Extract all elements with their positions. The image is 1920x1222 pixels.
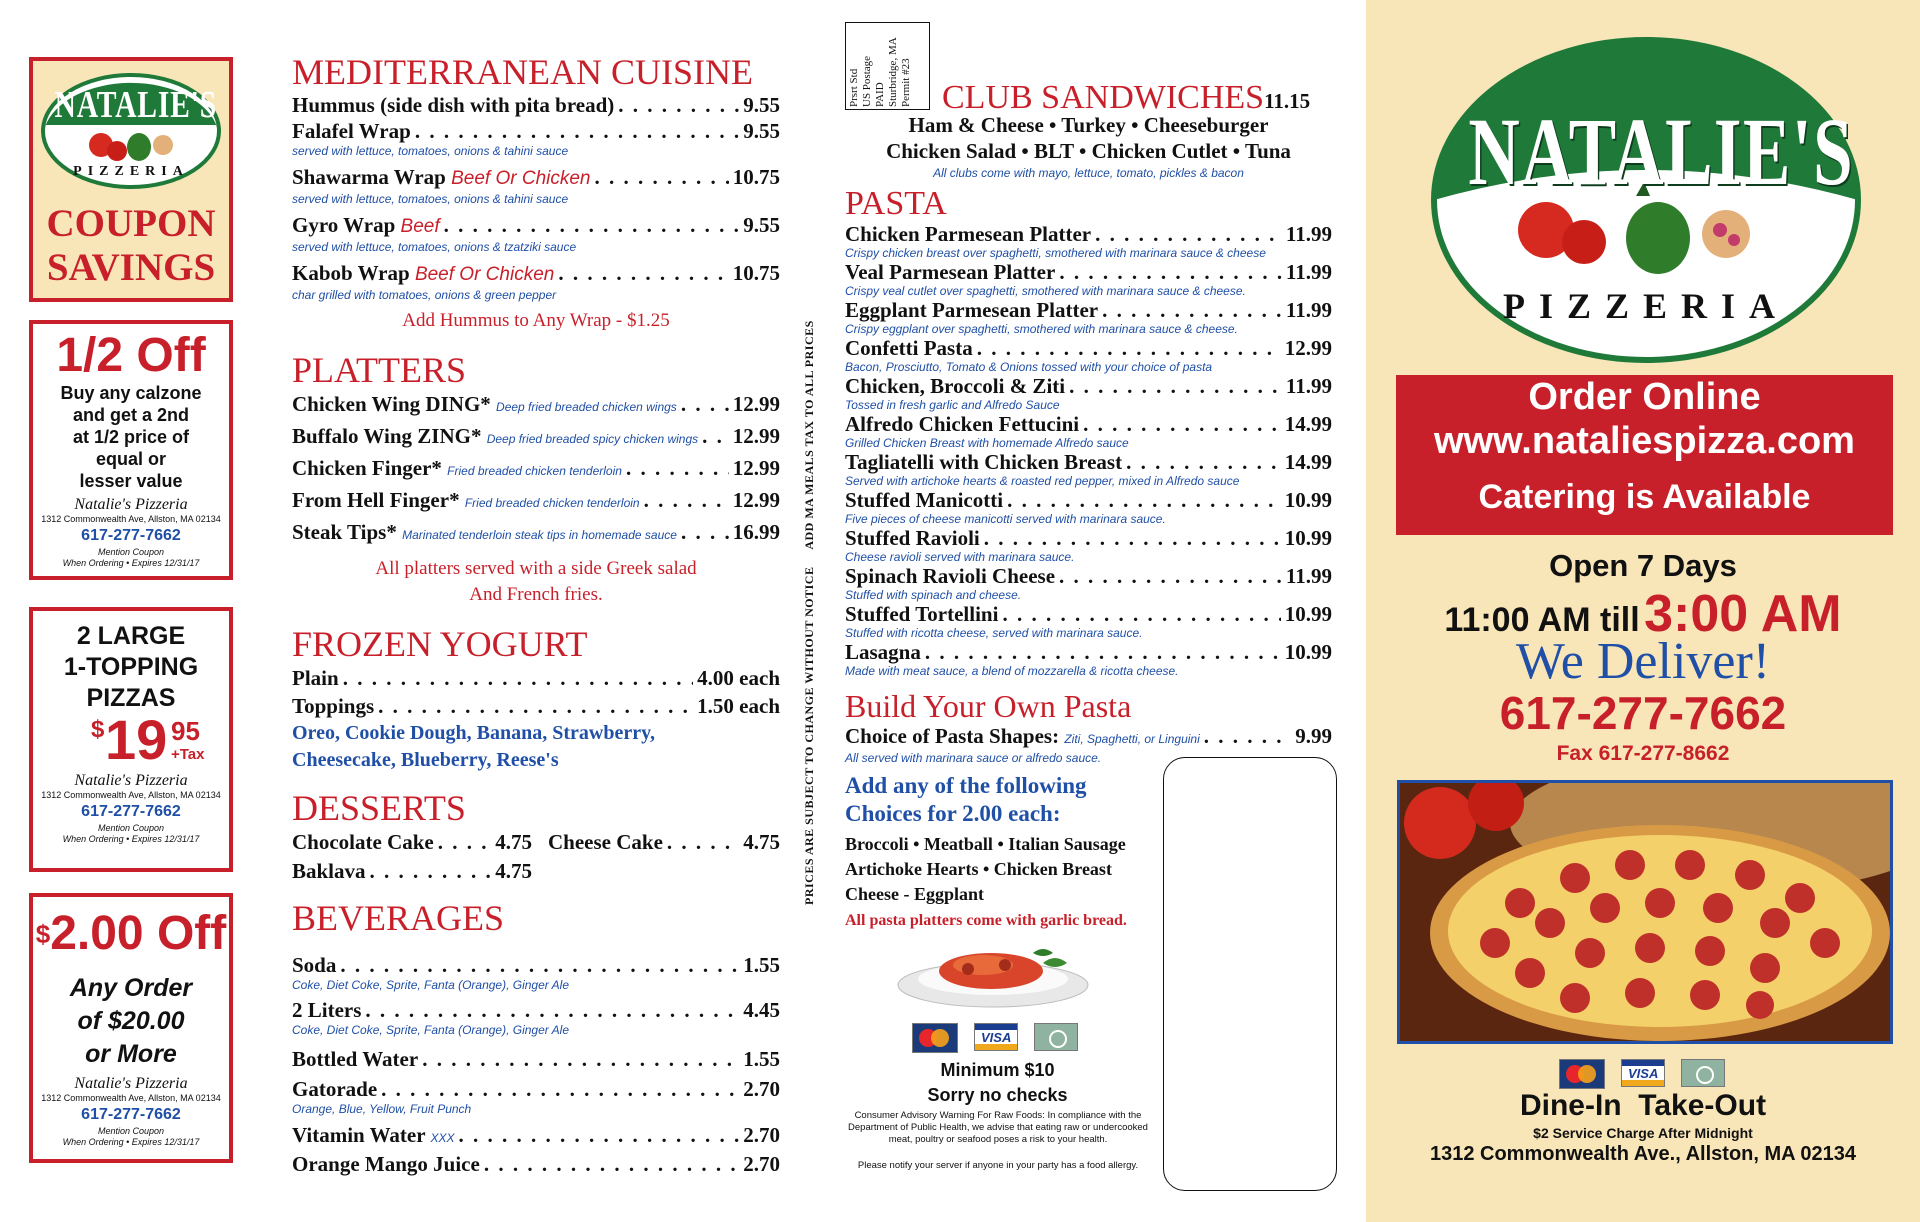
coupon-header-box <box>29 57 233 302</box>
coupon-expiry: When Ordering • Expires 12/31/17 <box>62 1137 200 1147</box>
section-heading-beverages: BEVERAGES <box>292 898 505 938</box>
menu-item: Gatorade . . . 2.70 <box>292 1076 780 1102</box>
consumer-advisory: Consumer Advisory Warning For Raw Foods: In compliance with the Department of Public Health, we advise that eating raw or undercooked meat, poultry or seafood poses a risk to your health. <box>848 1110 1148 1145</box>
coupon2-line: 2 LARGE <box>76 622 186 650</box>
item-description: Served with artichoke hearts & roasted red pepper, mixed in Alfredo sauce <box>845 474 1240 488</box>
menu-item: Chicken, Broccoli & Ziti . . . 11.99 <box>845 374 1332 398</box>
coupon-expiry: When Ordering • Expires 12/31/17 <box>62 558 200 568</box>
coupon-expiry: When Ordering • Expires 12/31/17 <box>62 834 200 844</box>
section-heading-frozen-yogurt: FROZEN YOGURT <box>292 624 588 664</box>
payment-cards-right <box>1559 1059 1725 1089</box>
mastercard-icon <box>912 1023 958 1053</box>
pizza-image <box>1397 780 1893 1044</box>
item-description: Crispy eggplant over spaghetti, smothered with marinara sauce & cheese. <box>845 322 1238 336</box>
item-description: served with lettuce, tomatoes, onions & tahini sauce <box>292 192 569 206</box>
pizza-illustration <box>1400 783 1890 1041</box>
logo-small-sub: PIZZERIA <box>73 164 189 179</box>
coupon1-line: at 1/2 price of <box>72 427 190 447</box>
garlic-bread-note: All pasta platters come with garlic bread. <box>845 912 1127 929</box>
menu-item: Plain . . . 4.00 each <box>292 664 780 692</box>
menu-item: Stuffed Manicotti . . . 10.99 <box>845 488 1332 512</box>
item-description: Made with meat sauce, a blend of mozzarella & ricotta cheese. <box>845 664 1179 678</box>
vertical-price-notice: PRICES ARE SUBJECT TO CHANGE WITHOUT NOTICE ADD MA MEALS TAX TO ALL PRICES <box>802 320 816 905</box>
service-charge: $2 Service Charge After Midnight <box>1533 1125 1753 1141</box>
menu-column-left <box>292 52 780 1177</box>
pasta-add-ons <box>845 772 1165 933</box>
platters-note: And French fries. <box>469 584 603 605</box>
open-days: Open 7 Days <box>1549 548 1737 583</box>
coupon2-price <box>33 708 229 772</box>
item-description: Crispy chicken breast over spaghetti, smothered with marinara sauce & cheese <box>845 246 1266 260</box>
menu-item: Bottled Water . . . 1.55 <box>292 1046 780 1072</box>
coupon1-line: lesser value <box>79 471 183 491</box>
menu-item: Stuffed Tortellini . . . 10.99 <box>845 602 1332 626</box>
item-description: All served with marinara sauce or alfredo sauce. <box>845 751 1102 765</box>
coupon-savings-1: COUPON <box>46 202 216 245</box>
logo-small-name: NATALIE'S <box>54 84 217 126</box>
item-description: Stuffed with ricotta cheese, served with marinara sauce. <box>845 626 1143 640</box>
postage-line: US Postage <box>861 55 873 107</box>
item-description: Bacon, Prosciutto, Tomato & Onions tossed with your choice of pasta <box>845 360 1213 374</box>
visa-icon: VISA <box>974 1023 1018 1051</box>
coupon2-price-cents: 95 <box>171 716 200 746</box>
coupon-phone: 617-277-7662 <box>81 803 181 820</box>
menu-item: Falafel Wrap . . . 9.55 <box>292 118 780 144</box>
amex-icon <box>1034 1023 1078 1051</box>
fax-number: Fax 617-277-8662 <box>1556 742 1730 765</box>
dine-in-take-out: Dine-In Take-Out <box>1519 1089 1767 1122</box>
coupon-address: 1312 Commonwealth Ave, Allston, MA 02134 <box>41 1093 221 1103</box>
menu-item: Shawarma Wrap Beef Or Chicken . . . 10.75 <box>292 164 780 192</box>
coupon2-price-main: 19 <box>105 708 168 771</box>
club-price: 11.15 <box>1264 89 1311 113</box>
mastercard-icon <box>1559 1059 1605 1089</box>
club-description: All clubs come with mayo, lettuce, tomato, pickles & bacon <box>933 166 1244 180</box>
club-options: Ham & Cheese • Turkey • Cheeseburger <box>908 113 1269 137</box>
section-heading-build-pasta: Build Your Own Pasta <box>845 688 1132 724</box>
item-description: Five pieces of cheese manicotti served with marinara sauce. <box>845 512 1166 526</box>
coupon3-title <box>33 907 229 972</box>
restaurant-address: 1312 Commonwealth Ave., Allston, MA 02134 <box>1429 1143 1857 1165</box>
section-heading-desserts: DESSERTS <box>292 788 466 828</box>
website-link[interactable]: www.nataliespizza.com <box>1434 420 1855 462</box>
item-description: served with lettuce, tomatoes, onions & tahini sauce <box>292 144 569 158</box>
item-description: char grilled with tomatoes, onions & green pepper <box>292 288 557 302</box>
coupon-business: Natalie's Pizzeria <box>74 496 188 513</box>
item-description: Tossed in fresh garlic and Alfredo Sauce <box>845 398 1060 412</box>
postage-line: Sturbridge, MA <box>887 37 899 107</box>
menu-item: Chicken Wing DING* Deep fried breaded chicken wings . . . 12.99 <box>292 390 780 422</box>
hours-open: 11:00 AM till <box>1444 601 1640 639</box>
section-heading-platters: PLATTERS <box>292 350 467 390</box>
coupon3-line: Any Order <box>69 974 193 1002</box>
menu-item: Stuffed Ravioli . . . 10.99 <box>845 526 1332 550</box>
menu-item: Eggplant Parmesean Platter . . . 11.99 <box>845 298 1332 322</box>
coupon1-line: Buy any calzone <box>60 383 202 403</box>
coupon-note: Mention Coupon <box>97 1126 165 1136</box>
coupon-phone: 617-277-7662 <box>81 1106 181 1123</box>
menu-item: Choice of Pasta Shapes: Ziti, Spaghetti, or Linguini . . . 9.99 <box>845 724 1332 751</box>
logo-large-sub: PIZZERIA <box>1502 286 1790 326</box>
postage-indicia <box>845 22 930 110</box>
blank-box <box>1163 757 1337 1191</box>
menu-item: Orange Mango Juice . . . 2.70 <box>292 1151 780 1177</box>
postage-line: Permit #23 <box>900 58 912 107</box>
item-description: Stuffed with spinach and cheese. <box>845 588 1022 602</box>
coupon2-dollar: $ <box>91 716 105 743</box>
coupon2-tax: +Tax <box>171 746 205 763</box>
pasta-dish-image <box>893 935 1103 1015</box>
add-on-options: Cheese - Eggplant <box>845 884 984 904</box>
menu-item: Toppings . . . 1.50 each <box>292 692 780 720</box>
order-online-label: Order Online <box>1528 376 1761 418</box>
menu-item: Lasagna . . . 10.99 <box>845 640 1332 664</box>
menu-item: Baklava . . . 4.75 <box>292 857 532 886</box>
menu-item: 2 Liters . . . 4.45 <box>292 997 780 1023</box>
coupon3-title-text: 2.00 Off <box>50 907 227 960</box>
menu-item: Veal Parmesean Platter . . . 11.99 <box>845 260 1332 284</box>
menu-item: Steak Tips* Marinated tenderloin steak tips in homemade sauce . . . 16.99 <box>292 518 780 550</box>
coupon3-line: or More <box>85 1040 177 1068</box>
menu-item: Buffalo Wing ZING* Deep fried breaded spicy chicken wings . . . 12.99 <box>292 422 780 454</box>
coupon-address: 1312 Commonwealth Ave, Allston, MA 02134 <box>41 514 221 524</box>
yogurt-flavors: Cheesecake, Blueberry, Reese's <box>292 749 559 771</box>
menu-item: Spinach Ravioli Cheese . . . 11.99 <box>845 564 1332 588</box>
no-checks: Sorry no checks <box>927 1085 1068 1105</box>
platters-note: All platters served with a side Greek salad <box>375 558 697 579</box>
coupon-business: Natalie's Pizzeria <box>74 772 188 789</box>
coupon-phone: 617-277-7662 <box>81 527 181 544</box>
add-ons-heading: Choices for 2.00 each: <box>845 801 1061 826</box>
item-description: Crispy veal cutlet over spaghetti, smothered with marinara sauce & cheese. <box>845 284 1246 298</box>
we-deliver: We Deliver! <box>1515 633 1771 690</box>
item-description: Coke, Diet Coke, Sprite, Fanta (Orange), Ginger Ale <box>292 1023 570 1037</box>
menu-item: From Hell Finger* Fried breaded chicken tenderloin . . . 12.99 <box>292 486 780 518</box>
logo-large-name: NATALIE'S <box>1468 98 1855 205</box>
hours-close: 3:00 AM <box>1644 585 1842 643</box>
menu-item: Tagliatelli with Chicken Breast . . . 14.99 <box>845 450 1332 474</box>
section-heading-pasta: PASTA <box>845 185 947 222</box>
allergy-note: Please notify your server if anyone in your party has a food allergy. <box>857 1160 1139 1171</box>
postage-line: PAID <box>874 82 886 107</box>
item-description: Coke, Diet Coke, Sprite, Fanta (Orange), Ginger Ale <box>292 978 570 992</box>
coupon-two-dollars-off[interactable] <box>29 893 233 1163</box>
item-description: Grilled Chicken Breast with homemade Alfredo sauce <box>845 436 1129 450</box>
add-on-options: Broccoli • Meatball • Italian Sausage <box>845 834 1126 854</box>
section-heading-mediterranean: MEDITERRANEAN CUISINE <box>292 52 753 92</box>
coupon-address: 1312 Commonwealth Ave, Allston, MA 02134 <box>41 790 221 800</box>
coupon-note: Mention Coupon <box>97 547 165 557</box>
minimum-order: Minimum $10 <box>940 1060 1055 1080</box>
coupon-half-off-calzone[interactable] <box>29 320 233 580</box>
coupon3-line: of $20.00 <box>77 1007 185 1035</box>
menu-item: Cheese Cake . . . 4.75 <box>548 828 780 857</box>
order-online-banner[interactable] <box>1396 375 1893 535</box>
amex-icon <box>1681 1059 1725 1087</box>
coupon2-line: 1-TOPPING <box>63 653 199 681</box>
menu-item: Hummus (side dish with pita bread) . . . 9.55 <box>292 92 780 118</box>
menu-item: Confetti Pasta . . . 12.99 <box>845 336 1332 360</box>
item-description: Cheese ravioli served with marinara sauce. <box>845 550 1075 564</box>
payment-cards-middle <box>912 1023 1078 1053</box>
hummus-note: Add Hummus to Any Wrap - $1.25 <box>402 310 670 331</box>
phone-number[interactable]: 617-277-7662 <box>1499 687 1787 739</box>
coupon1-line: equal or <box>95 449 166 469</box>
coupon1-title: 1/2 Off <box>56 329 206 382</box>
postage-line: Prsrt Std <box>848 68 860 107</box>
add-ons-heading: Add any of the following <box>845 773 1087 798</box>
menu-item: Vitamin Water XXX . . . 2.70 <box>292 1122 780 1151</box>
menu-item: Gyro Wrap Beef . . . 9.55 <box>292 212 780 240</box>
club-options: Chicken Salad • BLT • Chicken Cutlet • Tuna <box>886 139 1291 163</box>
menu-item: Chicken Finger* Fried breaded chicken tenderloin . . . 12.99 <box>292 454 780 486</box>
item-description: served with lettuce, tomatoes, onions & tzatziki sauce <box>292 240 577 254</box>
coupon-note: Mention Coupon <box>97 823 165 833</box>
catering-label: Catering is Available <box>1478 478 1811 516</box>
item-description: Orange, Blue, Yellow, Fruit Punch <box>292 1102 472 1116</box>
coupon-savings-2: SAVINGS <box>46 246 216 289</box>
coupon-business: Natalie's Pizzeria <box>74 1075 188 1092</box>
coupon3-dollar: $ <box>35 919 51 949</box>
yogurt-flavors: Oreo, Cookie Dough, Banana, Strawberry, <box>292 722 655 744</box>
menu-item: Alfredo Chicken Fettucini . . . 14.99 <box>845 412 1332 436</box>
visa-icon: VISA <box>1621 1059 1665 1087</box>
menu-item: Chocolate Cake . . . 4.75 <box>292 828 532 857</box>
add-on-options: Artichoke Hearts • Chicken Breast <box>845 859 1112 879</box>
coupon2-line: PIZZAS <box>86 684 176 712</box>
menu-column-right <box>845 112 1332 765</box>
menu-item: Kabob Wrap Beef Or Chicken . . . 10.75 <box>292 260 780 288</box>
coupon-two-large-pizzas[interactable] <box>29 607 233 872</box>
menu-item: Soda . . . 1.55 <box>292 952 780 978</box>
menu-item: Chicken Parmesean Platter . . . 11.99 <box>845 222 1332 246</box>
right-info-panel <box>1366 0 1920 1222</box>
section-heading-club: CLUB SANDWICHES <box>942 79 1265 116</box>
coupon1-line: and get a 2nd <box>72 405 189 425</box>
